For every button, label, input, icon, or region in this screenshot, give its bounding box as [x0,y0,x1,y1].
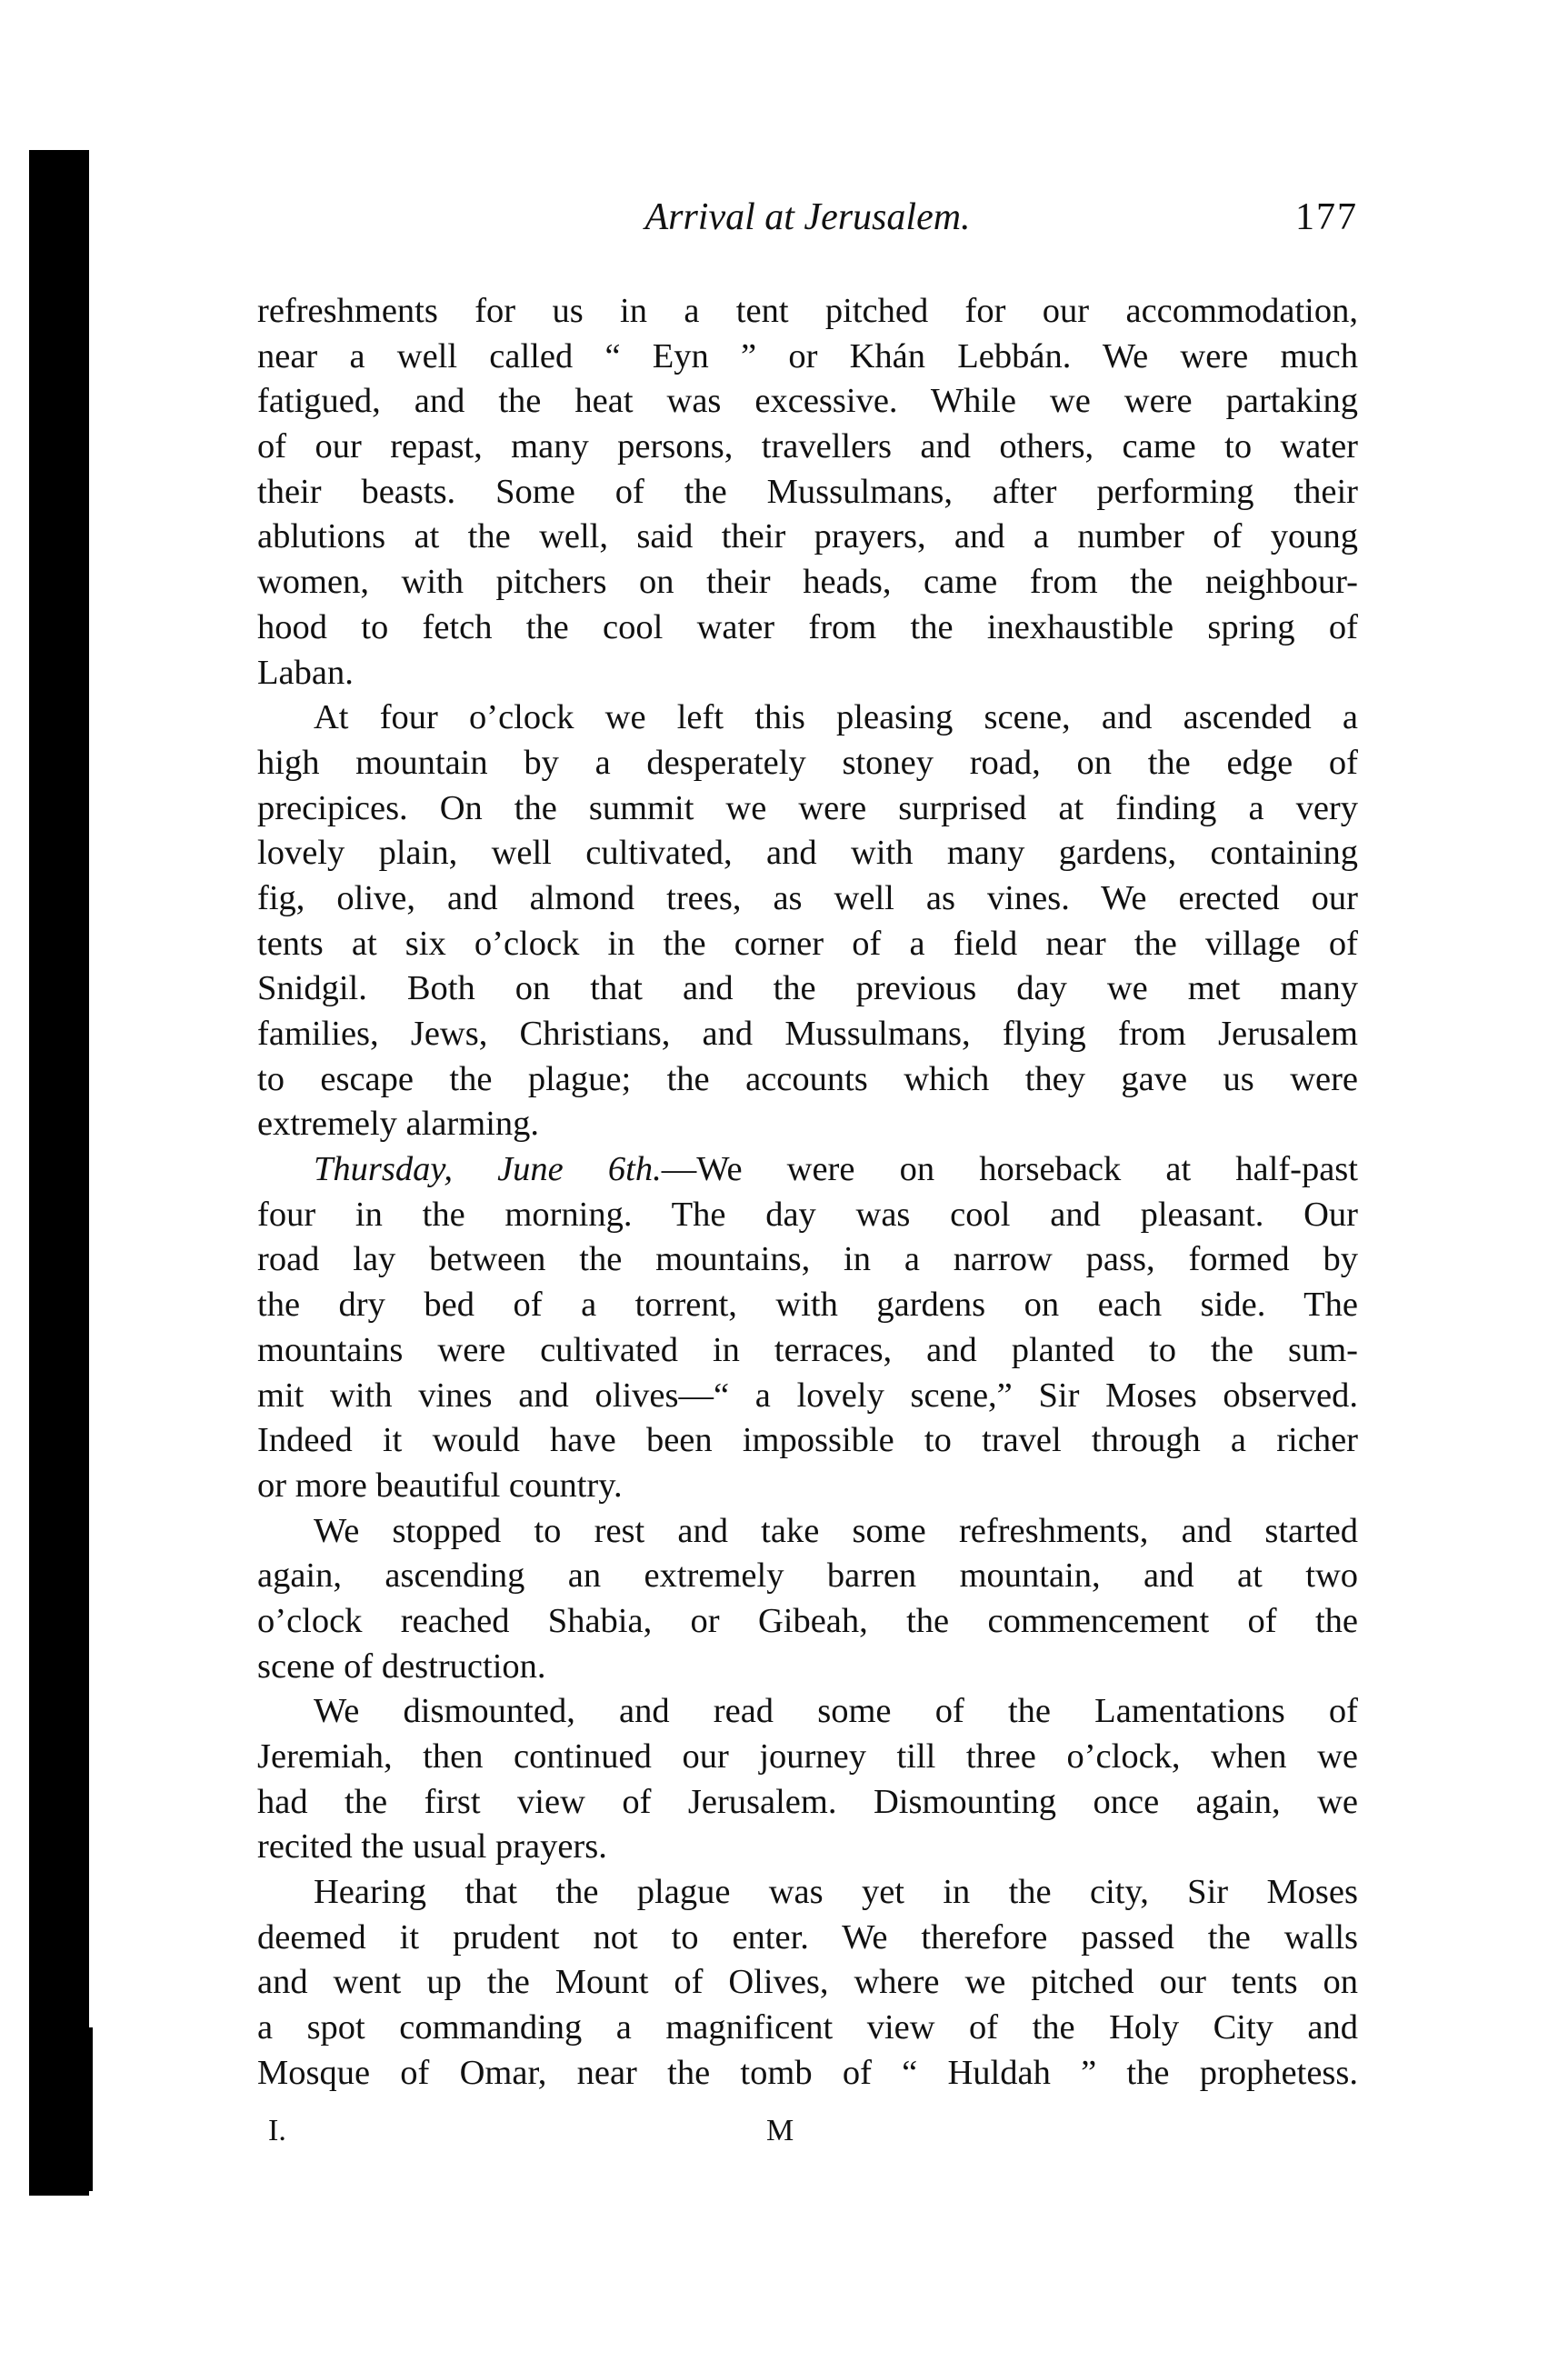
text-line [257,425,1358,470]
line-text: Hearing that the plague was yet in the city, Sir Moses [314,1873,1358,1912]
line-text: to escape the plague; the accounts which they gave us were [257,1059,1358,1098]
text-line [257,786,1358,832]
line-text: had the first view of Jerusalem. Dismounting once again, we [257,1782,1358,1821]
text-line [257,1464,1358,1509]
text-line [257,741,1358,786]
text-line [257,1147,1358,1193]
signature-mark: I. [268,2114,286,2147]
paragraph [257,289,1358,696]
scan-binding-edge [29,150,89,2196]
paragraph [257,1509,1358,1690]
text-line [257,1780,1358,1826]
text-line [257,696,1358,741]
line-text: again, ascending an extremely barren mountain, and at two [257,1556,1358,1596]
text-line [257,1237,1358,1283]
text-line [257,606,1358,651]
line-text: the dry bed of a torrent, with gardens on each side. The [257,1286,1358,1325]
running-title: Arrival at Jerusalem. [644,196,971,238]
date-heading: Thursday, June 6th. [314,1150,662,1189]
line-text: four in the morning. The day was cool and pleasant. Our [257,1195,1358,1234]
text-line [257,1554,1358,1599]
line-text: mit with vines and olives—“ a lovely scene,” Sir Moses observed. [257,1376,1358,1415]
text-line [257,1283,1358,1328]
paragraph [257,1689,1358,1870]
line-text: tents at six o’clock in the corner of a field near the village of [257,924,1358,963]
line-text: Jeremiah, then continued our journey till three o’clock, when we [257,1737,1358,1776]
text-line [257,335,1358,380]
line-text: or more beautiful country. [257,1466,623,1505]
text-line [257,1012,1358,1057]
line-text: recited the usual prayers. [257,1827,607,1867]
line-text: hood to fetch the cool water from the inexhaustible spring of [257,607,1358,646]
line-text: high mountain by a desperately stoney road, on the edge of [257,743,1358,782]
line-text: Snidgil. Both on that and the previous day we met many [257,969,1358,1008]
line-text: Mosque of Omar, near the tomb of “ Huldah ” the prophetess. [257,2053,1358,2092]
page-body [257,289,1358,2097]
line-text: ablutions at the well, said their prayers, and a number of young [257,517,1358,556]
line-text: At four o’clock we left this pleasing scene, and ascended a [314,698,1358,737]
text-line [257,1418,1358,1464]
line-text: Indeed it would have been impossible to travel through a richer [257,1421,1358,1460]
line-text: deemed it prudent not to enter. We therefore passed the walls [257,1917,1358,1957]
text-line [257,379,1358,425]
text-line [257,1735,1358,1780]
text-line [257,1057,1358,1103]
line-text: their beasts. Some of the Mussulmans, after performing their [257,472,1358,511]
line-text: o’clock reached Shabia, or Gibeah, the commencement of the [257,1601,1358,1640]
paragraph [257,696,1358,1147]
text-line [257,560,1358,606]
line-text: women, with pitchers on their heads, came from the neighbour- [257,563,1358,602]
line-text: refreshments for us in a tent pitched for our accommodation, [257,292,1358,330]
page-header [257,195,1358,250]
line-text: near a well called “ Eyn ” or Khán Lebbán. We were much [257,336,1358,375]
line-text: We stopped to rest and take some refreshments, and started [314,1511,1358,1550]
text-line [257,1645,1358,1690]
text-line [257,289,1358,335]
line-text: We dismounted, and read some of the Lamentations of [314,1692,1358,1731]
text-line [257,1102,1358,1147]
line-text: fig, olive, and almond trees, as well as vines. We erected our [257,878,1358,917]
text-line [257,1689,1358,1735]
text-line [257,1509,1358,1555]
text-line [257,1825,1358,1870]
text-line [257,1870,1358,1916]
text-line [257,651,1358,696]
text-line [257,966,1358,1012]
text-line [257,1374,1358,1419]
paragraph [257,1870,1358,2096]
text-line [257,1916,1358,1961]
line-text: Laban. [257,653,354,692]
text-line [257,2051,1358,2097]
line-text: a spot commanding a magnificent view of the Holy City and [257,2008,1358,2047]
line-text: mountains were cultivated in terraces, and planted to the sum- [257,1330,1358,1369]
text-line [257,1193,1358,1238]
line-text: and went up the Mount of Olives, where we pitched our tents on [257,1963,1358,2002]
text-line [257,1599,1358,1645]
line-text: fatigued, and the heat was excessive. While we were partaking [257,382,1358,421]
quire-mark: M [766,2114,794,2147]
line-text: —We were on horseback at half-past [661,1150,1358,1189]
text-line [257,2006,1358,2051]
line-text: lovely plain, well cultivated, and with many gardens, containing [257,834,1358,873]
text-line [257,515,1358,560]
line-text: extremely alarming. [257,1105,540,1144]
text-line [257,470,1358,515]
scan-binding-edge-lower [56,2027,93,2191]
text-line [257,876,1358,922]
line-text: road lay between the mountains, in a narrow pass, formed by [257,1240,1358,1279]
text-line [257,1328,1358,1374]
line-text: of our repast, many persons, travellers and others, came to water [257,427,1358,466]
line-text: scene of destruction. [257,1646,546,1686]
text-line [257,1960,1358,2006]
text-line [257,922,1358,967]
paragraph [257,1147,1358,1509]
page-number: 177 [1295,196,1358,238]
line-text: families, Jews, Christians, and Mussulmans, flying from Jerusalem [257,1015,1358,1053]
line-text: precipices. On the summit we were surprised at finding a very [257,788,1358,827]
text-line [257,831,1358,876]
